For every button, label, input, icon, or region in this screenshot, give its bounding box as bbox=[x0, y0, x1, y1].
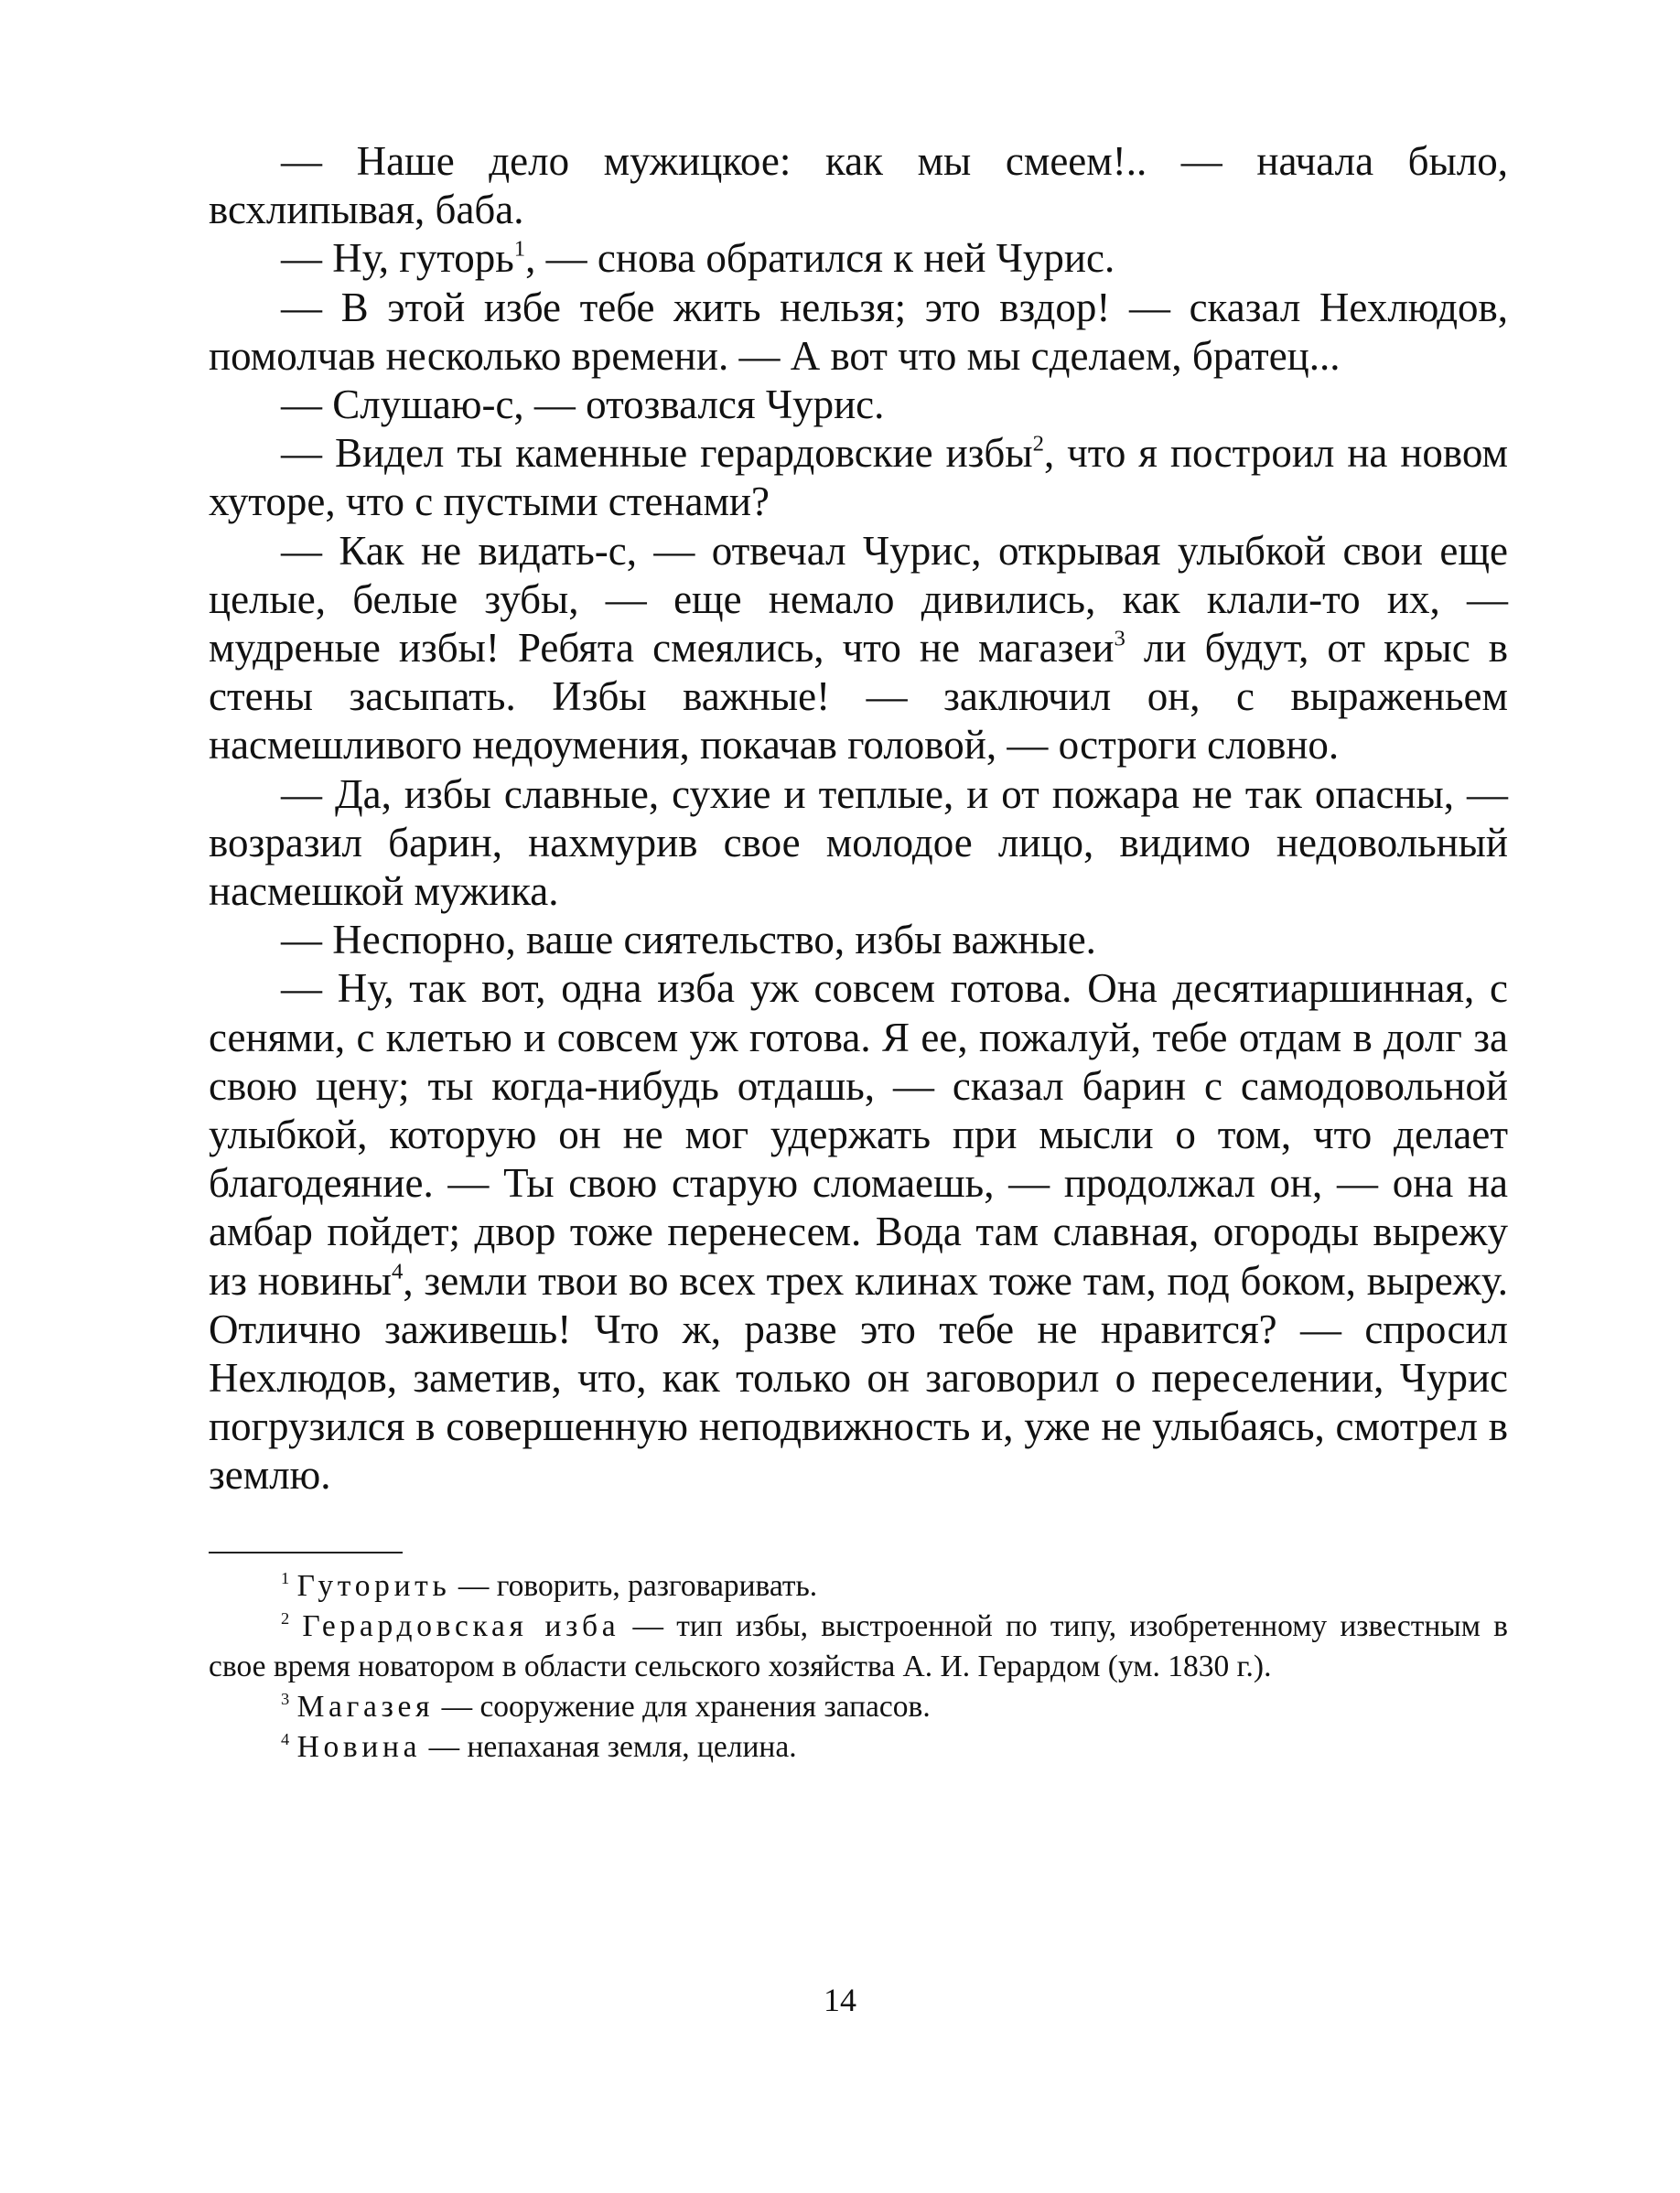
paragraph bbox=[209, 916, 1508, 964]
book-page bbox=[209, 137, 1508, 1768]
text-run: , что я построил на новом хуторе, что с пустыми стенами? bbox=[209, 430, 1508, 525]
text-run: , земли твои во всех трех клинах тоже там, под боком, вырежу. Отлично заживешь! Что ж, разве это тебе не нравится? — спросил Нехлюдов, заметив, что, как только он заговорил о переселении, Чурис погрузился в совершенную неподвижность и, уже не улыбаясь, смотрел в землю. bbox=[209, 1257, 1508, 1499]
paragraph bbox=[209, 429, 1508, 526]
footnote-number: 1 bbox=[281, 1568, 290, 1587]
footnotes-section bbox=[209, 1552, 1508, 1768]
footnote-ref[interactable]: 1 bbox=[513, 237, 526, 263]
paragraph bbox=[209, 284, 1508, 381]
paragraph bbox=[209, 527, 1508, 770]
text-run: , — снова обратился к ней Чурис. bbox=[525, 235, 1115, 282]
text-run: — Да, избы славные, сухие и теплые, и от пожара не так опасны, — возразил барин, нахмурив свое молодое лицо, видимо недовольный насмешкой мужика. bbox=[209, 770, 1508, 915]
footnote bbox=[209, 1566, 1508, 1607]
text-run: — Ну, гуторь bbox=[281, 235, 514, 282]
paragraph bbox=[209, 234, 1508, 283]
paragraph bbox=[209, 381, 1508, 429]
text-run: — В этой избе тебе жить нельзя; это вздор! — сказал Нехлюдов, помолчав несколько времени. — А вот что мы сделаем, братец... bbox=[209, 284, 1508, 379]
paragraph bbox=[209, 137, 1508, 234]
footnote-ref[interactable]: 2 bbox=[1032, 431, 1044, 457]
text-run: — Видел ты каменные герардовские избы bbox=[281, 430, 1033, 477]
text-run: — Ну, так вот, одна изба уж совсем готова. Она десятиаршинная, с сенями, с клетью и совсем уж готова. Я ее, пожалуй, тебе отдам в долг за свою цену; ты когда-нибудь отдашь, — сказал барин с самодовольной улыбкой, которую он не мог удержать при мысли о том, что делает благодеяние. — Ты свою старую сломаешь, — продолжал он, — она на амбар пойдет; двор тоже перенесем. Вода там славная, огороды вырежу из новины bbox=[209, 965, 1508, 1304]
text-run: — Как не видать-с, — отвечал Чурис, открывая улыбкой свои еще целые, белые зубы, — еще немало дивились, как клали-то их, — мудреные избы! Ребята смеялись, что не магазеи bbox=[209, 527, 1508, 672]
footnote-term: Гуторить bbox=[296, 1568, 451, 1603]
text-run: ли будут, от крыс в стены засыпать. Избы важные! — заключил он, с выраженьем насмешливого недоумения, покачав головой, — остроги словно. bbox=[209, 625, 1509, 769]
page-number: 14 bbox=[824, 1982, 856, 2018]
footnote-separator bbox=[209, 1552, 403, 1553]
footnote-definition: — непаханая земля, целина. bbox=[421, 1729, 797, 1764]
text-run: — Слушаю-с, — отозвался Чурис. bbox=[281, 382, 885, 428]
main-text bbox=[209, 137, 1508, 1500]
footnote bbox=[209, 1727, 1508, 1768]
footnote-definition: — говорить, разговаривать. bbox=[450, 1568, 818, 1603]
footnote bbox=[209, 1607, 1508, 1687]
footnote-number: 4 bbox=[281, 1729, 290, 1748]
footnote-ref[interactable]: 4 bbox=[391, 1259, 404, 1285]
footnote-term: Магазея bbox=[296, 1689, 435, 1724]
footnote-ref[interactable]: 3 bbox=[1114, 626, 1125, 651]
paragraph bbox=[209, 964, 1508, 1500]
footnote-list bbox=[209, 1566, 1508, 1768]
footnote-number: 3 bbox=[281, 1689, 290, 1708]
footnote-term: Герардовская изба bbox=[302, 1608, 620, 1643]
text-run: — Наше дело мужицкое: как мы смеем!.. — начала было, всхлипывая, баба. bbox=[209, 138, 1508, 233]
footnote bbox=[209, 1687, 1508, 1727]
paragraph bbox=[209, 770, 1508, 917]
text-run: — Неспорно, ваше сиятельство, избы важные. bbox=[281, 917, 1096, 963]
footnote-definition: — сооружение для хранения запасов. bbox=[434, 1689, 931, 1724]
footnote-term: Новина bbox=[296, 1729, 422, 1764]
footnote-definition: — тип избы, выстроенной по типу, изобретенному известным в свое время новатором в области сельского хозяйства А. И. Герардом (ум. 1830 г.). bbox=[209, 1608, 1508, 1683]
footnote-number: 2 bbox=[281, 1608, 290, 1628]
